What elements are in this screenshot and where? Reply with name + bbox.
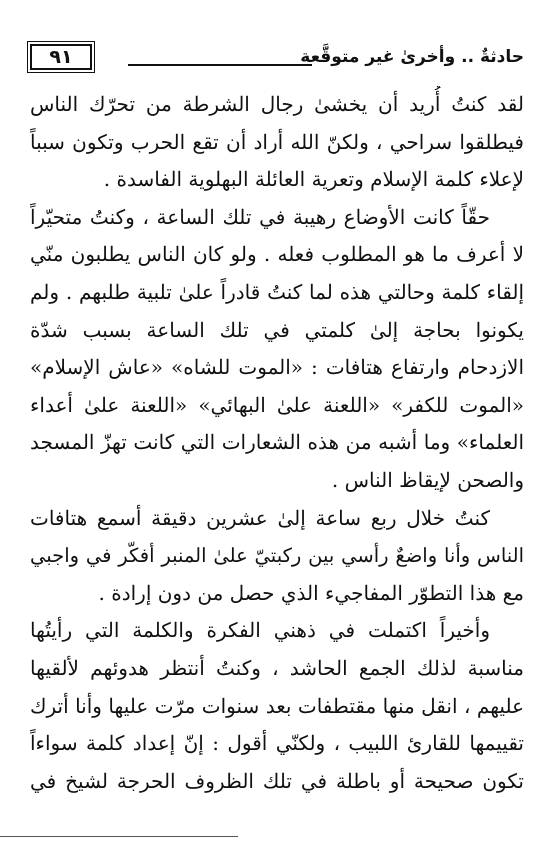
body-text: [30, 86, 524, 800]
text-line: الناس وأنا واضعٌ رأسي بين ركبتيّ علىٰ المنبر أفكّر في واجبي: [30, 544, 524, 568]
text-line: والصحن لإيقاظ الناس .: [331, 467, 524, 492]
text-line: مع هذا التطوّر المفاجيء الذي حصل من دون إرادة .: [98, 580, 524, 605]
text-line: لإعلاء كلمة الإسلام وتعرية العائلة البهلوية الفاسدة .: [103, 167, 524, 192]
text-line: يكونوا بحاجة إلىٰ كلمتي في تلك الساعة بسبب شدّة: [30, 317, 524, 342]
text-line: مناسبة لذلك الجمع الحاشد ، وكنتُ أنتظر هدوئهم لألقيها: [30, 655, 524, 680]
text-line: تقييمها للقارئ اللبيب ، ولكنّي أقول : إنّ إعداد كلمة سواءاً: [30, 731, 524, 756]
text-line: وأخيراً اكتملت في ذهني الفكرة والكلمة التي رأيتُها: [30, 618, 490, 643]
header-rule: [128, 64, 312, 66]
text-line: إلقاء كلمة وحالتي هذه لما كنتُ قادراً علىٰ تلبية طلبهم . ولم: [30, 279, 524, 304]
bottom-rule: [0, 836, 238, 837]
text-line: عليهم ، انقل منها مقتطفات بعد سنوات مرّت عليها وأنا أترك: [30, 693, 524, 718]
text-line: كنتُ خلال ربع ساعة إلىٰ عشرين دقيقة أسمع هتافات: [30, 505, 490, 530]
text-line: فيطلقوا سراحي ، ولكنّ الله أراد أن تقع الحرب وتكون سبباً: [30, 129, 524, 154]
text-line: الازدحام وارتفاع هتافات : «الموت للشاه» «عاش الإسلام»: [30, 355, 524, 380]
page-header: [30, 38, 524, 78]
text-line: العلماء» وما أشبه من هذه الشعارات التي كانت تهزّ المسجد: [30, 430, 524, 455]
running-title: حادثةٌ .. وأخرىٰ غير متوقَّعة: [300, 47, 524, 67]
page-number: ٩١: [30, 44, 92, 70]
text-line: حقّاً كانت الأوضاع رهيبة في تلك الساعة ، وكنتُ متحيّراً: [30, 204, 490, 229]
text-line: لقد كنتُ أُريد أن يخشىٰ رجال الشرطة من تحرّك الناس: [30, 92, 524, 116]
text-line: «الموت للكفر» «اللعنة علىٰ البهائي» «اللعنة علىٰ أعداء: [30, 392, 524, 417]
text-line: تكون صحيحة أو باطلة في تلك الظروف الحرجة لشيخ في: [30, 768, 524, 793]
text-line: لا أعرف ما هو المطلوب فعله . ولو كان الناس يطلبون منّي: [30, 242, 524, 267]
